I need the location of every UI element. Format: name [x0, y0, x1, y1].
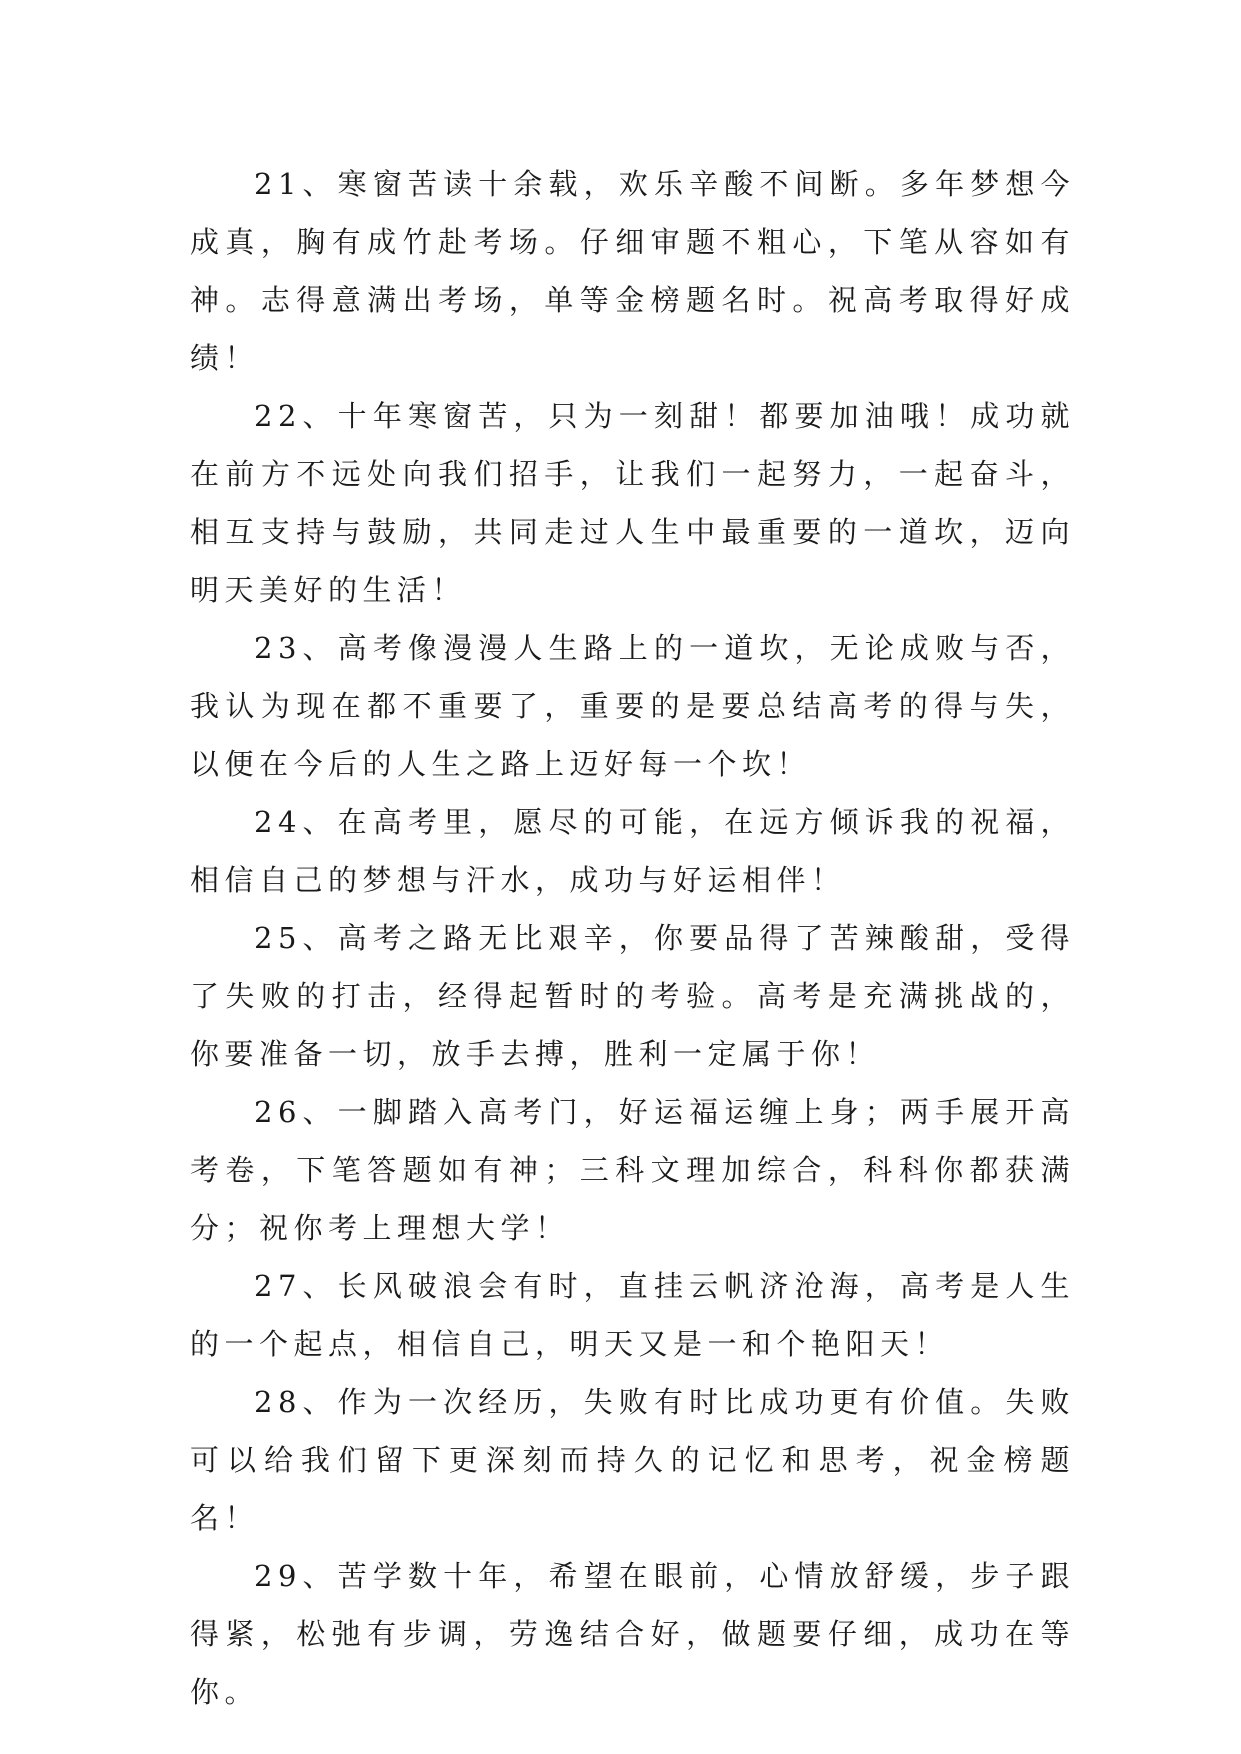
paragraph-25: 25、高考之路无比艰辛，你要品得了苦辣酸甜，受得了失败的打击，经得起暂时的考验。高考是充满挑战的，你要准备一切，放手去搏，胜利一定属于你！ [190, 921, 1075, 1071]
paragraph-28: 28、作为一次经历，失败有时比成功更有价值。失败可以给我们留下更深刻而持久的记忆和思考，祝金榜题名！ [190, 1385, 1075, 1535]
paragraph-26: 26、一脚踏入高考门，好运福运缠上身；两手展开高考卷，下笔答题如有神；三科文理加综合，科科你都获满分；祝你考上理想大学！ [190, 1095, 1075, 1245]
paragraph-21: 21、寒窗苦读十余载，欢乐辛酸不间断。多年梦想今成真，胸有成竹赴考场。仔细审题不粗心，下笔从容如有神。志得意满出考场，单等金榜题名时。祝高考取得好成绩！ [190, 167, 1075, 375]
paragraph-27: 27、长风破浪会有时，直挂云帆济沧海，高考是人生的一个起点，相信自己，明天又是一和个艳阳天！ [190, 1269, 1075, 1361]
paragraph-23: 23、高考像漫漫人生路上的一道坎，无论成败与否，我认为现在都不重要了，重要的是要总结高考的得与失，以便在今后的人生之路上迈好每一个坎！ [190, 631, 1075, 781]
document-body [190, 155, 1075, 1721]
paragraph-24: 24、在高考里，愿尽的可能，在远方倾诉我的祝福，相信自己的梦想与汗水，成功与好运相伴！ [190, 805, 1075, 897]
paragraph-22: 22、十年寒窗苦，只为一刻甜！都要加油哦！成功就在前方不远处向我们招手，让我们一起努力，一起奋斗，相互支持与鼓励，共同走过人生中最重要的一道坎，迈向明天美好的生活！ [190, 399, 1075, 607]
paragraph-29: 29、苦学数十年，希望在眼前，心情放舒缓，步子跟得紧，松弛有步调，劳逸结合好，做题要仔细，成功在等你。 [190, 1559, 1075, 1709]
